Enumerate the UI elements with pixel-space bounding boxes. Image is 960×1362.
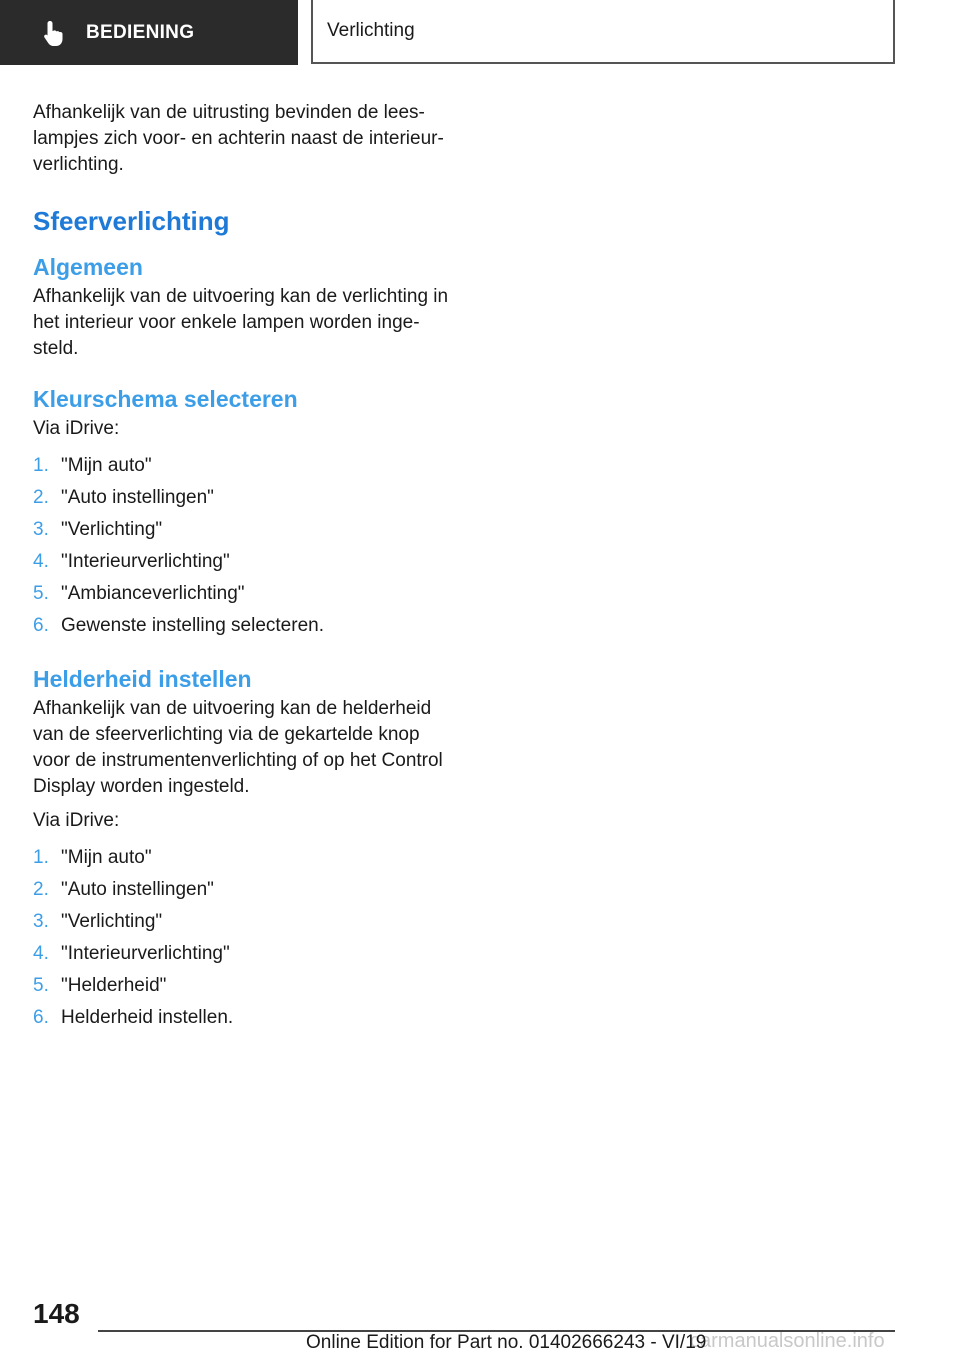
step-text: Gewenste instelling selecteren. (61, 615, 324, 636)
helderheid-steps (33, 842, 453, 1034)
step-number: 6. (33, 1007, 49, 1028)
step-text: Helderheid instellen. (61, 1007, 234, 1028)
section-label: BEDIENING (86, 21, 195, 43)
step-number: 2. (33, 487, 49, 508)
subsection-title-helderheid: Helderheid instellen (33, 666, 252, 692)
page-number: 148 (33, 1298, 80, 1329)
list-item (33, 970, 453, 1002)
watermark: carmanualsonline.info (690, 1330, 885, 1352)
list-item (33, 546, 453, 578)
step-number: 5. (33, 583, 49, 604)
list-item (33, 874, 453, 906)
step-number: 3. (33, 519, 49, 540)
step-text: "Auto instellingen" (61, 487, 214, 508)
list-item (33, 842, 453, 874)
list-item (33, 482, 453, 514)
step-text: "Ambianceverlichting" (61, 583, 245, 604)
kleurschema-via: Via iDrive: (33, 418, 120, 439)
step-text: "Mijn auto" (61, 847, 152, 868)
list-item (33, 578, 453, 610)
step-number: 4. (33, 551, 49, 572)
chapter-label: Verlichting (327, 20, 415, 41)
step-text: "Auto instellingen" (61, 879, 214, 900)
step-number: 2. (33, 879, 49, 900)
list-item (33, 514, 453, 546)
step-text: "Verlichting" (61, 519, 163, 540)
section-title-sfeerverlichting: Sfeerverlichting (33, 206, 230, 236)
list-item (33, 906, 453, 938)
step-text: "Verlichting" (61, 911, 163, 932)
subsection-title-algemeen: Algemeen (33, 254, 143, 280)
step-text: "Interieurverlichting" (61, 551, 230, 572)
step-number: 1. (33, 847, 49, 868)
step-number: 4. (33, 943, 49, 964)
list-item (33, 610, 453, 642)
helderheid-paragraph: Afhankelijk van de uitvoering kan de helderheid van de sfeerverlichting via de gekartelde knop voor de instrumentenverlichting of op het Control Display worden ingesteld. (33, 698, 443, 797)
helderheid-via: Via iDrive: (33, 810, 120, 831)
chapter-header (311, 0, 895, 64)
step-number: 5. (33, 975, 49, 996)
intro-paragraph: Afhankelijk van de uitrusting bevinden de lees-lampjes zich voor- en achterin naast de interieur-verlichting. (33, 102, 444, 175)
step-number: 6. (33, 615, 49, 636)
step-number: 3. (33, 911, 49, 932)
step-number: 1. (33, 455, 49, 476)
step-text: "Interieurverlichting" (61, 943, 230, 964)
list-item (33, 1002, 453, 1034)
pointing-hand-icon (42, 19, 66, 47)
algemeen-paragraph: Afhankelijk van de uitvoering kan de verlichting in het interieur voor enkele lampen worden inge-steld. (33, 286, 449, 359)
kleurschema-steps (33, 450, 453, 642)
subsection-title-kleurschema: Kleurschema selecteren (33, 386, 298, 412)
page-content (33, 100, 453, 1034)
edition-note: Online Edition for Part no. 01402666243 - VI/19 (306, 1332, 707, 1353)
section-tab (0, 0, 298, 65)
list-item (33, 938, 453, 970)
step-text: "Mijn auto" (61, 455, 152, 476)
list-item (33, 450, 453, 482)
step-text: "Helderheid" (61, 975, 167, 996)
